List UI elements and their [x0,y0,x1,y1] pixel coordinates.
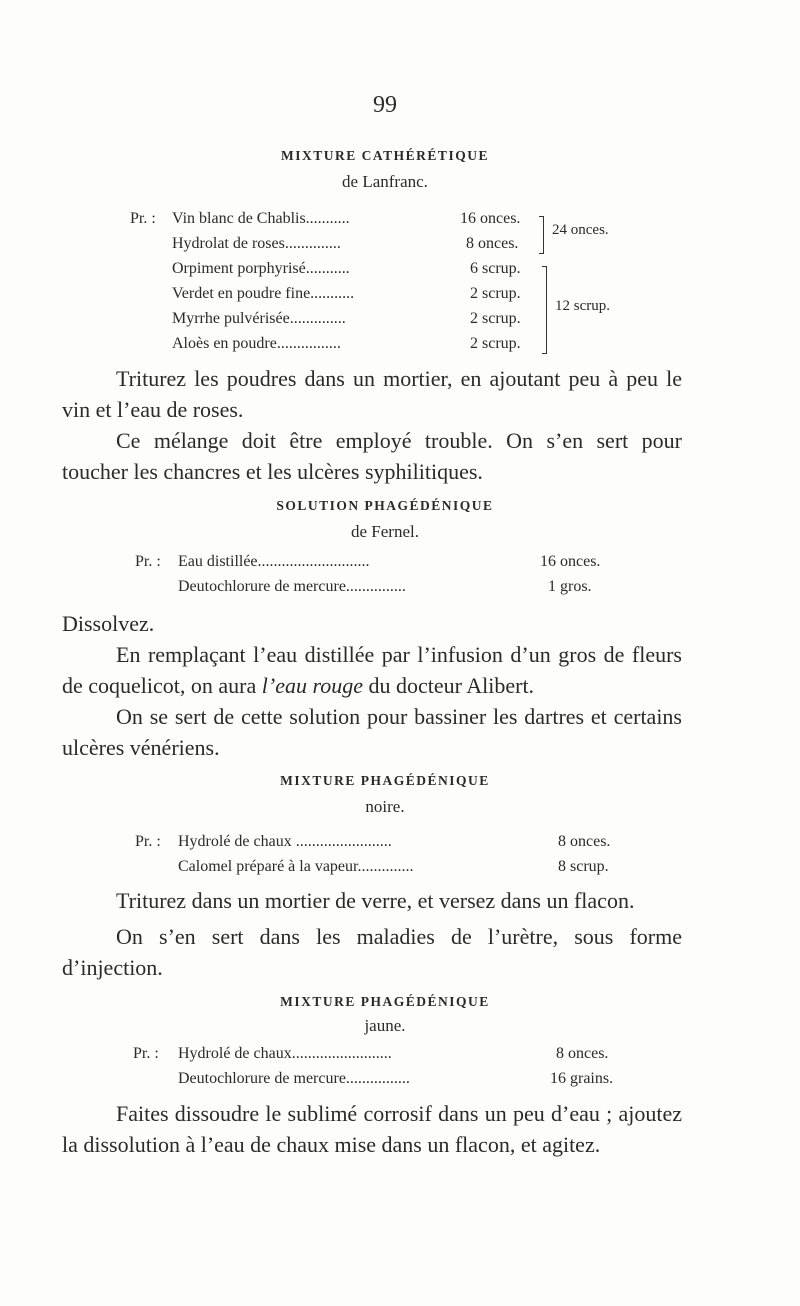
ingredient-quantity: 16 onces. [460,210,521,227]
ingredient-quantity: 16 onces. [540,553,601,570]
body-paragraph: Dissolvez. [62,611,155,636]
section-subtitle: jaune. [364,1016,406,1035]
prescription-label: Pr. : [133,1045,159,1062]
ingredient-name: Hydrolat de roses.............. [172,235,341,252]
ingredient-name: Orpiment porphyrisé........... [172,260,350,277]
ingredient-quantity: 2 scrup. [470,310,521,327]
body-paragraph: On s’en sert dans les maladies de l’urètre, sous forme d’injection. [62,924,682,980]
ingredient-name: Myrrhe pulvérisée.............. [172,310,346,327]
ingredient-name: Hydrolé de chaux......................... [178,1045,392,1062]
ingredient-quantity: 16 grains. [550,1070,614,1087]
group-total: 24 onces. [552,222,609,238]
ingredient-quantity: 8 scrup. [558,858,609,875]
ingredient-name: Calomel préparé à la vapeur.............. [178,858,414,875]
prescription-label: Pr. : [130,210,156,227]
prescription-label: Pr. : [135,833,161,850]
body-paragraph: Triturez dans un mortier de verre, et versez dans un flacon. [116,888,635,913]
ingredient-quantity: 2 scrup. [470,335,521,352]
brace-bracket [542,266,547,354]
prescription-label: Pr. : [135,553,161,570]
group-total: 12 scrup. [555,298,610,314]
ingredient-quantity: 8 onces. [466,235,519,252]
ingredient-name: Eau distillée............................ [178,553,370,570]
section-title: MIXTURE PHAGÉDÉNIQUE [280,773,490,788]
ingredient-quantity: 8 onces. [556,1045,609,1062]
section-subtitle: noire. [365,797,405,816]
section-title: MIXTURE PHAGÉDÉNIQUE [280,994,490,1009]
ingredient-quantity: 6 scrup. [470,260,521,277]
section-subtitle: de Lanfranc. [342,172,428,191]
body-paragraph: Faites dissoudre le sublimé corrosif dans un peu d’eau ; ajoutez la dissolution à l’eau de chaux mise dans un flacon, et agitez. [62,1101,682,1157]
ingredient-quantity: 1 gros. [548,578,592,595]
body-paragraph: Ce mélange doit être employé trouble. On s’en sert pour toucher les chancres et les ulcères syphilitiques. [62,428,682,484]
body-paragraph: On se sert de cette solution pour bassiner les dartres et certains ulcères vénériens. [62,704,682,760]
section-title: SOLUTION PHAGÉDÉNIQUE [276,498,494,513]
ingredient-name: Hydrolé de chaux ........................ [178,833,392,850]
ingredient-quantity: 2 scrup. [470,285,521,302]
section-title: MIXTURE CATHÉRÉTIQUE [281,148,489,163]
ingredient-quantity: 8 onces. [558,833,611,850]
page-number: 99 [373,92,397,118]
section-subtitle: de Fernel. [351,522,419,541]
ingredient-name: Deutochlorure de mercure................ [178,1070,410,1087]
body-paragraph: Triturez les poudres dans un mortier, en ajoutant peu à peu le vin et l’eau de roses. [62,366,682,422]
ingredient-name: Verdet en poudre fine........... [172,285,355,302]
ingredient-name: Aloès en poudre................ [172,335,341,352]
body-paragraph: En remplaçant l’eau distillée par l’infusion d’un gros de fleurs de coquelicot, on aura l’eau rouge du docteur Alibert. [62,642,682,698]
ingredient-name: Deutochlorure de mercure............... [178,578,406,595]
brace-bracket [539,216,544,254]
ingredient-name: Vin blanc de Chablis........... [172,210,350,227]
italic-emphasis: l’eau rouge [261,673,363,698]
